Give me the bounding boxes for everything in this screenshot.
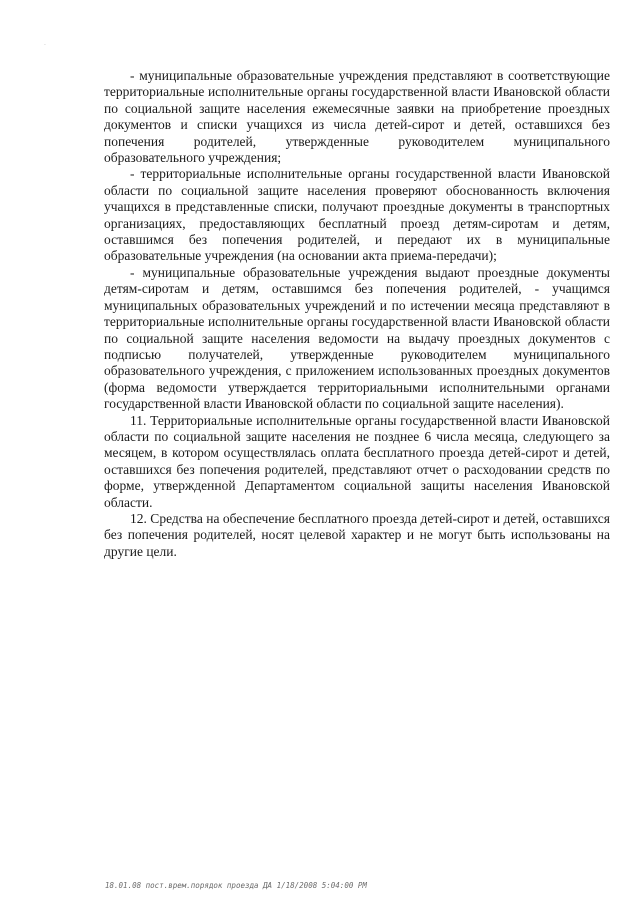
- paragraph-bullet-2: - территориальные исполнительные органы государственной власти Ивановской области по социальной защите населения проверяют обоснованность включения учащихся в представленные списки, получают проездные документы в транспортных организациях, предоставляющих бесплатный проезд детям-сиротам и детям, оставшимся без попечения родителей, и передают их в муниципальные образовательные учреждения (на основании акта приема-передачи);: [104, 166, 610, 264]
- page-footer: 18.01.08 пост.врем.порядок проезда ДА 1/18/2008 5:04:00 PM: [105, 881, 367, 890]
- document-body: [104, 68, 610, 560]
- paragraph-item-11: 11. Территориальные исполнительные органы государственной власти Ивановской области по социальной защите населения не позднее 6 числа месяца, следующего за месяцем, в котором осуществлялась оплата бесплатного проезда детей-сирот и детей, оставшихся без попечения родителей, представляют отчет о расходовании средств по форме, утвержденной Департаментом социальной защиты населения Ивановской области.: [104, 412, 610, 510]
- paragraph-bullet-1: - муниципальные образовательные учреждения представляют в соответствующие территориальные исполнительные органы государственной власти Ивановской области по социальной защите населения ежемесячные заявки на приобретение проездных документов и списки учащихся из числа детей-сирот и детей, оставшихся без попечения родителей, утвержденные руководителем муниципального образовательного учреждения;: [104, 68, 610, 166]
- corner-mark: ·: [44, 42, 46, 49]
- paragraph-item-12: 12. Средства на обеспечение бесплатного проезда детей-сирот и детей, оставшихся без попечения родителей, носят целевой характер и не могут быть использованы на другие цели.: [104, 510, 610, 559]
- paragraph-bullet-3: - муниципальные образовательные учреждения выдают проездные документы детям-сиротам и детям, оставшимся без попечения родителей, - учащимся муниципальных образовательных учреждений и по истечении месяца представляют в территориальные исполнительные органы государственной власти Ивановской области по социальной защите населения ведомости на выдачу проездных документов с подписью получателей, утвержденные руководителем муниципального образовательного учреждения, с приложением использованных проездных документов (форма ведомости утверждается территориальными исполнительными органами государственной власти Ивановской области по социальной защите населения).: [104, 264, 610, 412]
